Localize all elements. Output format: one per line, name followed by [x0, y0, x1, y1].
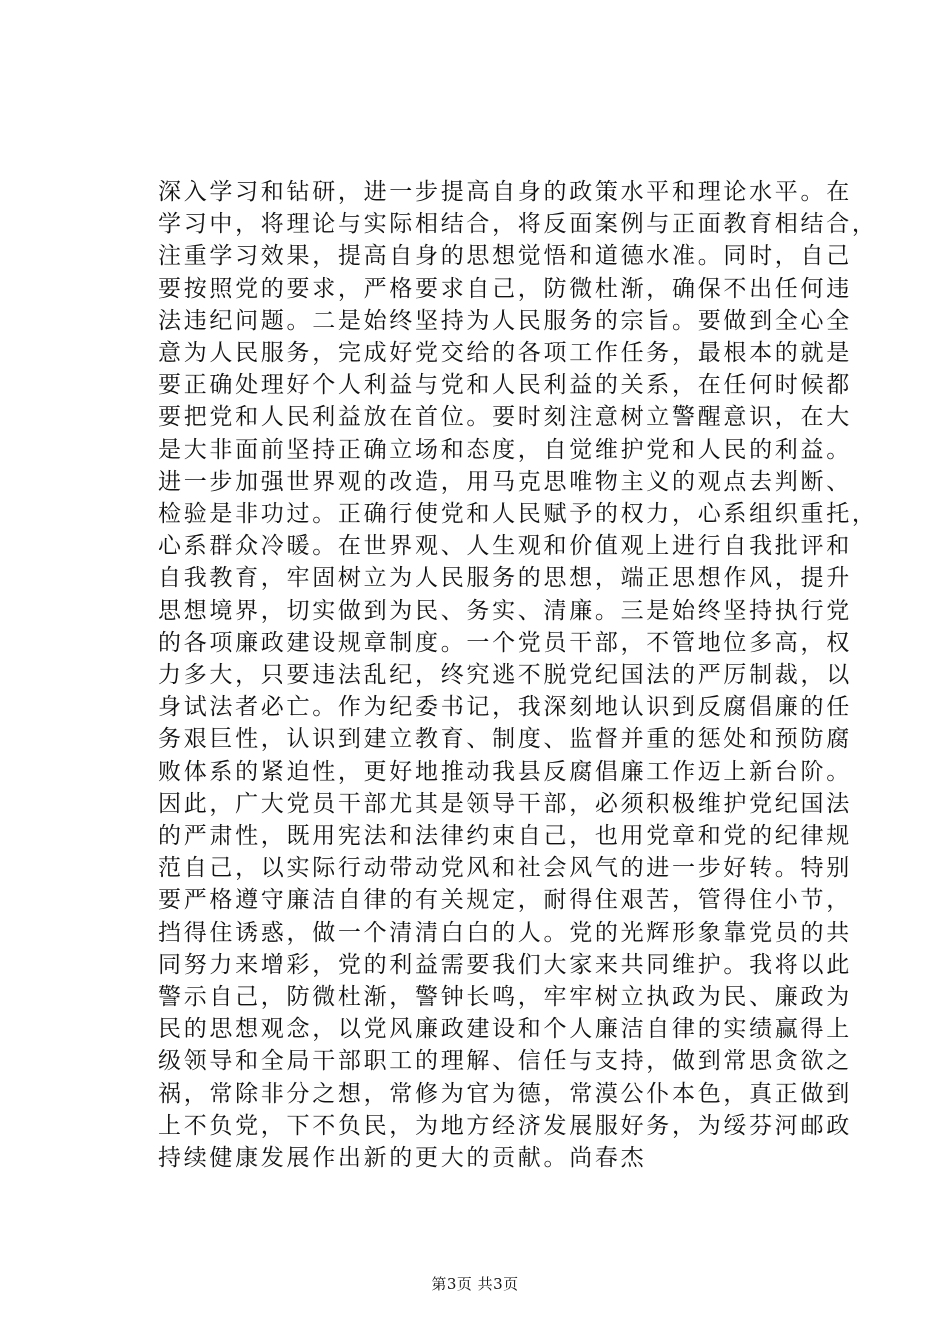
text-line: 自我教育，牢固树立为人民服务的思想，端正思想作风，提升: [158, 565, 852, 592]
text-line: 上不负党，下不负民，为地方经济发展服好务，为绥芬河邮政: [158, 1112, 852, 1139]
text-line: 持续健康发展作出新的更大的贡献。尚春杰: [158, 1145, 647, 1172]
text-line: 务艰巨性，认识到建立教育、制度、监督并重的惩处和预防腐: [158, 726, 852, 753]
text-line: 要按照党的要求，严格要求自己，防微杜渐，确保不出任何违: [158, 275, 852, 302]
text-line: 因此，广大党员干部尤其是领导干部，必须积极维护党纪国法: [158, 790, 852, 817]
text-line: 同努力来增彩，党的利益需要我们大家来共同维护。我将以此: [158, 951, 852, 978]
text-line: 身试法者必亡。作为纪委书记，我深刻地认识到反腐倡廉的任: [158, 694, 852, 721]
body-paragraph: [158, 176, 878, 1174]
text-line: 深入学习和钻研，进一步提高自身的政策水平和理论水平。在: [158, 179, 852, 205]
text-line: 进一步加强世界观的改造，用马克思唯物主义的观点去判断、: [158, 468, 852, 495]
text-line: 范自己，以实际行动带动党风和社会风气的进一步好转。特别: [158, 855, 852, 882]
text-line: 的各项廉政建设规章制度。一个党员干部，不管地位多高，权: [158, 629, 852, 656]
text-line: 力多大，只要违法乱纪，终究逃不脱党纪国法的严厉制裁，以: [158, 662, 852, 689]
text-line: 法违纪问题。二是始终坚持为人民服务的宗旨。要做到全心全: [158, 307, 852, 334]
page-footer: [0, 1273, 950, 1294]
text-line: 挡得住诱惑，做一个清清白白的人。党的光辉形象靠党员的共: [158, 919, 852, 946]
text-line: 是大非面前坚持正确立场和态度，自觉维护党和人民的利益。: [158, 436, 852, 463]
text-line: 意为人民服务，完成好党交给的各项工作任务，最根本的就是: [158, 340, 852, 367]
text-line: 心系群众冷暖。在世界观、人生观和价值观上进行自我批评和: [158, 533, 852, 560]
text-line: 祸，常除非分之想，常修为官为德，常漠公仆本色，真正做到: [158, 1080, 852, 1107]
text-line: 要正确处理好个人利益与党和人民利益的关系，在任何时候都: [158, 372, 852, 399]
page-number-label: 第3页 共3页: [431, 1275, 519, 1293]
text-line: 级领导和全局干部职工的理解、信任与支持，做到常思贪欲之: [158, 1048, 852, 1075]
text-line: 学习中，将理论与实际相结合，将反面案例与正面教育相结合，: [158, 211, 878, 238]
text-line: 注重学习效果，提高自身的思想觉悟和道德水准。同时，自己: [158, 243, 852, 270]
text-line: 思想境界，切实做到为民、务实、清廉。三是始终坚持执行党: [158, 597, 852, 624]
text-line: 败体系的紧迫性，更好地推动我县反腐倡廉工作迈上新台阶。: [158, 758, 852, 785]
text-line: 民的思想观念，以党风廉政建设和个人廉洁自律的实绩赢得上: [158, 1016, 852, 1043]
text-line: 要严格遵守廉洁自律的有关规定，耐得住艰苦，管得住小节，: [158, 887, 852, 914]
text-line: 检验是非功过。正确行使党和人民赋予的权力，心系组织重托，: [158, 501, 878, 528]
text-line: 要把党和人民利益放在首位。要时刻注意树立警醒意识，在大: [158, 404, 852, 431]
text-line: 的严肃性，既用宪法和法律约束自己，也用党章和党的纪律规: [158, 823, 852, 850]
text-line: 警示自己，防微杜渐，警钟长鸣，牢牢树立执政为民、廉政为: [158, 984, 852, 1011]
